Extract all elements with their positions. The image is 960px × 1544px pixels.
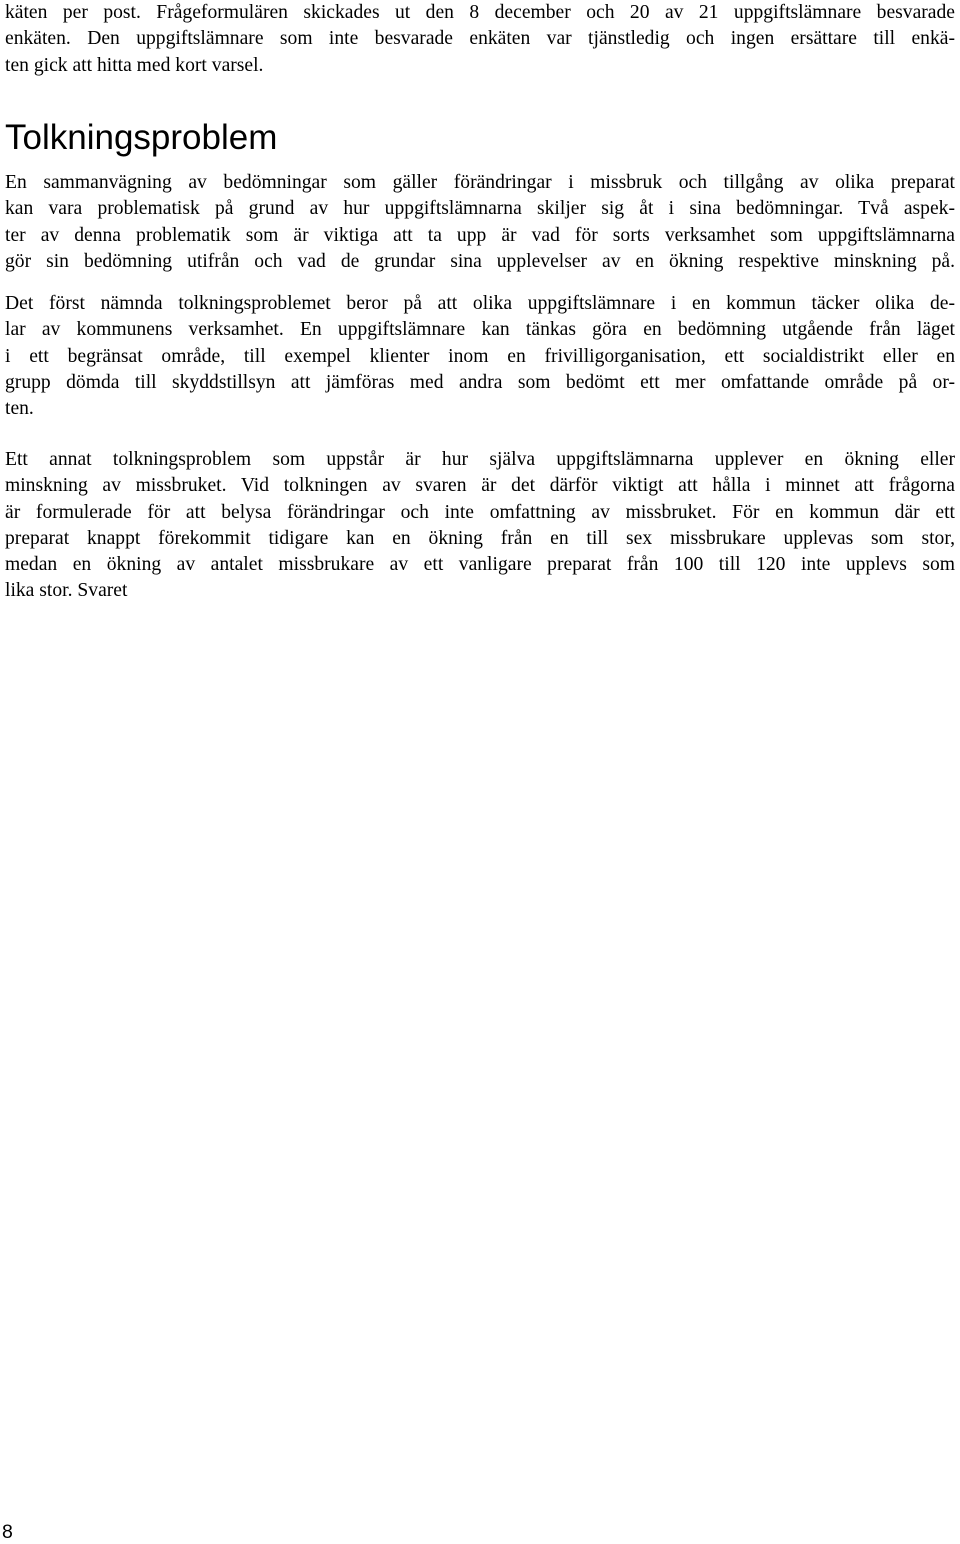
paragraph-line: minskning av missbruket. Vid tolkningen av svaren är det därför viktigt att hålla i minnet att frågorna xyxy=(5,475,955,497)
intro-line: enkäten. Den uppgiftslämnare som inte besvarade enkäten var tjänstledig och ingen ersättare till enkä- xyxy=(5,28,955,50)
paragraph-line: medan en ökning av antalet missbrukare av ett vanligare preparat från 100 till 120 inte upplevs som xyxy=(5,554,955,576)
paragraph-line: lar av kommunens verksamhet. En uppgiftslämnare kan tänkas göra en bedömning utgående från läget xyxy=(5,319,955,341)
paragraph-line: gör sin bedömning utifrån och vad de grundar sina upplevelser av en ökning respektive minskning på. xyxy=(5,250,955,272)
paragraph-line: i ett begränsat område, till exempel klienter inom en frivilligorganisation, ett socialdistrikt eller en xyxy=(5,345,955,367)
page-number: 8 xyxy=(2,1521,13,1543)
paragraph-line: ten. xyxy=(5,398,34,420)
paragraph-line: grupp dömda till skyddstillsyn att jämföras med andra som bedömt ett mer omfattande område på or- xyxy=(5,371,955,393)
paragraph-line: En sammanvägning av bedömningar som gäller förändringar i missbruk och tillgång av olika preparat xyxy=(5,172,955,193)
intro-line: ten gick att hitta med kort varsel. xyxy=(5,54,264,76)
section-heading: Tolkningsproblem xyxy=(5,118,278,157)
paragraph-line: ter av denna problematik som är viktiga att ta upp är vad för sorts verksamhet som uppgiftslämnarna xyxy=(5,224,955,246)
paragraph-line: preparat knappt förekommit tidigare kan en ökning från en till sex missbrukare upplevas som stor, xyxy=(5,527,955,549)
paragraph-3 xyxy=(5,447,955,605)
paragraph-line: Ett annat tolkningsproblem som uppstår är hur själva uppgiftslämnarna upplever en ökning eller xyxy=(5,449,955,470)
paragraph-1 xyxy=(5,170,955,275)
paragraph-line: lika stor. Svaret xyxy=(5,580,128,602)
paragraph-line: Det först nämnda tolkningsproblemet beror på att olika uppgiftslämnare i en kommun täcker olika de- xyxy=(5,293,955,314)
intro-line: käten per post. Frågeformulären skickades ut den 8 december och 20 av 21 uppgiftslämnare besvarade xyxy=(5,2,955,23)
paragraph-line: är formulerade för att belysa förändringar och inte omfattning av missbruket. För en kommun där ett xyxy=(5,501,955,523)
intro-paragraph xyxy=(5,0,955,79)
paragraph-line: kan vara problematisk på grund av hur uppgiftslämnarna skiljer sig åt i sina bedömningar. Två aspek- xyxy=(5,198,955,220)
paragraph-2 xyxy=(5,291,955,422)
